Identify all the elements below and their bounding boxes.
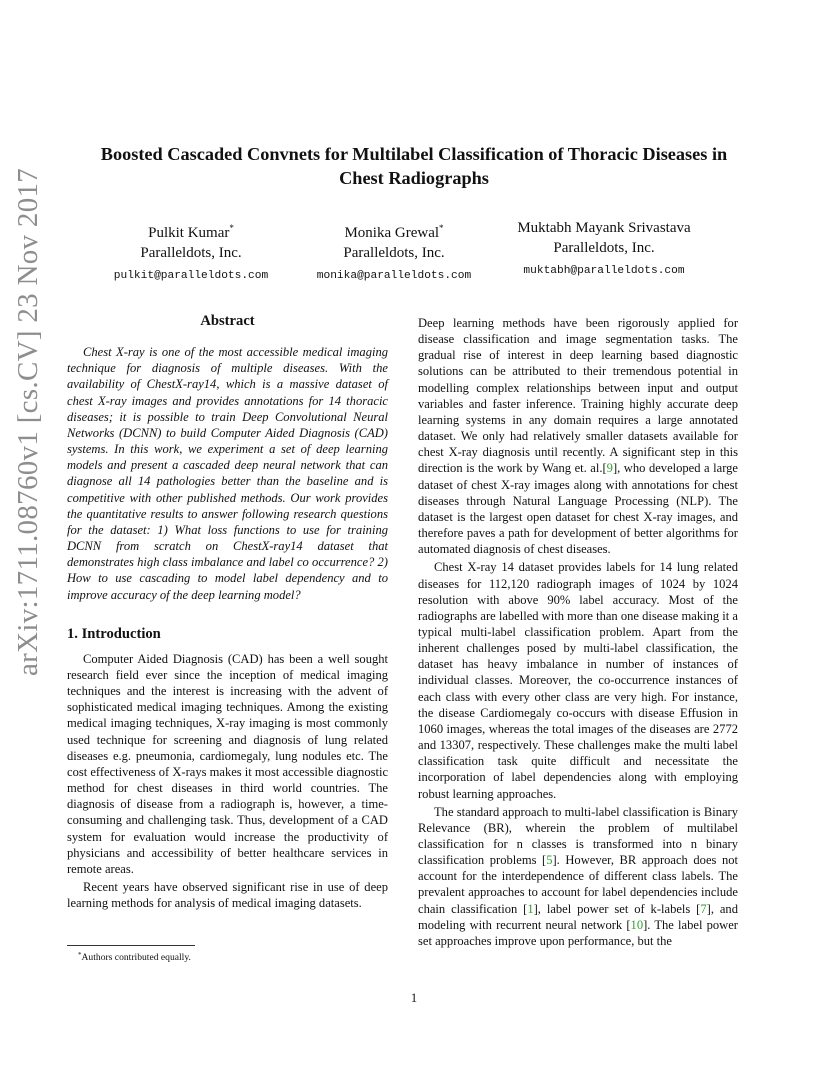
- arxiv-identifier: arXiv:1711.08760v1 [cs.CV] 23 Nov 2017: [12, 167, 44, 676]
- author-affiliation: Paralleldots, Inc.: [140, 244, 242, 261]
- abstract-text: Chest X-ray is one of the most accessible medical imaging technique for diagnosis of multiple diseases. With the availability of ChestX-ray14, which is a massive dataset of chest X-ray images and provides annotations for 14 thoracic diseases; it is possible to train Deep Convolutional Neural Networks (DCNN) to build Computer Aided Diagnosis (CAD) systems. In this work, we experiment a set of deep learning models and present a cascaded deep neural network that can diagnose all 14 pathologies better than the baseline and is competitive with other published methods. Our work provides the quantitative results to answer following research questions for the dataset: 1) What loss functions to use for training DCNN from scratch on ChestX-ray14 dataset that demonstrates high class imbalance and label co occurrence? 2) How to use cascading to model label dependency and to improve accuracy of the deep learning model?: [67, 345, 388, 602]
- title-line-2: Chest Radiographs: [339, 168, 489, 188]
- author-block-2: [294, 219, 494, 287]
- right-column: [418, 315, 738, 949]
- author-name: Pulkit Kumar*: [148, 223, 234, 241]
- citation-link[interactable]: 10: [630, 917, 644, 932]
- author-name: Monika Grewal*: [344, 223, 444, 241]
- author-email[interactable]: monika@paralleldots.com: [316, 270, 472, 282]
- title-line-1: Boosted Cascaded Convnets for Multilabel Classification of Thoracic Diseases in: [100, 144, 728, 164]
- author-affiliation: Paralleldots, Inc.: [343, 244, 445, 261]
- right-paragraph-1: Deep learning methods have been rigorously applied for disease classification and image segmentation tasks. The gradual rise of interest in deep learning based diagnostic solutions can be attributed to their tremendous potential in modelling complex relationships between input and output variables and faster inference. Training highly accurate deep learning systems in any domain requires a large annotated dataset. We only had relatively smaller datasets available for chest X-ray diagnosis until recently. A significant step in this direction is the work by Wang et. al.[9], who developed a large dataset of chest X-ray images along with annotations for chest diseases through Natural Language Processing (NLP). The dataset is the largest open dataset for chest X-ray images, and therefore paves a path for development of better algorithms for automated diagnosis of chest diseases.: [418, 316, 738, 557]
- paper-title: [60, 142, 768, 190]
- left-column: [67, 313, 388, 911]
- author-name: Muktabh Mayank Srivastava: [517, 220, 691, 236]
- author-email[interactable]: pulkit@paralleldots.com: [113, 270, 269, 282]
- citation-link[interactable]: 9: [606, 461, 613, 476]
- introduction-heading: 1. Introduction: [67, 625, 161, 642]
- author-affiliation: Paralleldots, Inc.: [553, 239, 655, 256]
- right-paragraph-3: The standard approach to multi-label classification is Binary Relevance (BR), wherein the problem of multilabel classification for n classes is transformed into n binary classification problems [5]. However, BR approach does not account for the interdependence of different class labels. The prevalent approaches to account for label dependencies include chain classification [1], label power set of k-labels [7], and modeling with recurrent neural network [10]. The label power set approaches improve upon performance, but the: [418, 804, 738, 948]
- introduction-paragraph-2: Recent years have observed significant rise in use of deep learning methods for analysis of medical imaging datasets.: [67, 880, 388, 911]
- author-block-1: [91, 219, 291, 287]
- page-number: 1: [410, 991, 418, 1005]
- citation-link[interactable]: 1: [527, 901, 534, 916]
- citation-link[interactable]: 5: [546, 853, 553, 868]
- abstract-heading: Abstract: [200, 313, 255, 329]
- author-email[interactable]: muktabh@paralleldots.com: [523, 265, 685, 277]
- introduction-paragraph-1: Computer Aided Diagnosis (CAD) has been a well sought research field ever since the inception of medical imaging techniques and the interest is increasing with the advent of sophisticated medical imaging techniques. Among the existing medical imaging techniques, X-ray imaging is most commonly used technique for screening and diagnosis of lung related diseases e.g. pneumonia, cardiomegaly, lung nodules etc. The cost effectiveness of X-rays makes it most accessible diagnostic method for chest diseases in third world countries. The diagnosis of disease from a radiograph is, however, a time-consuming and challenging task. Thus, development of a CAD system for evaluation would increase the productivity of physicians and accessibility of better healthcare services in remote areas.: [67, 651, 389, 876]
- right-paragraph-2: Chest X-ray 14 dataset provides labels for 14 lung related diseases for 112,120 radiograph images of 1024 by 1024 resolution with above 90% label accuracy. Most of the radiographs are labelled with more than one disease making it a typical multi-label classification problem. Apart from the inherent challenges posed by multi-label classification, the dataset has heavy imbalance in number of instances of individual classes. Moreover, the co-occurrence instances of each class with every other class are very high. For instance, the disease Cardiomegaly co-occurs with disease Effusion in 1060 images, whereas the total images of the diseases are 2772 and 13307, respectively. These challenges make the multi label classification task quite difficult and necessitate the incorporation of label dependencies along with employing robust learning approaches.: [418, 560, 738, 801]
- footnote: *Authors contributed equally.: [78, 951, 191, 963]
- footnote-divider: [67, 945, 195, 946]
- citation-link[interactable]: 7: [700, 901, 707, 916]
- author-block-3: [497, 219, 711, 282]
